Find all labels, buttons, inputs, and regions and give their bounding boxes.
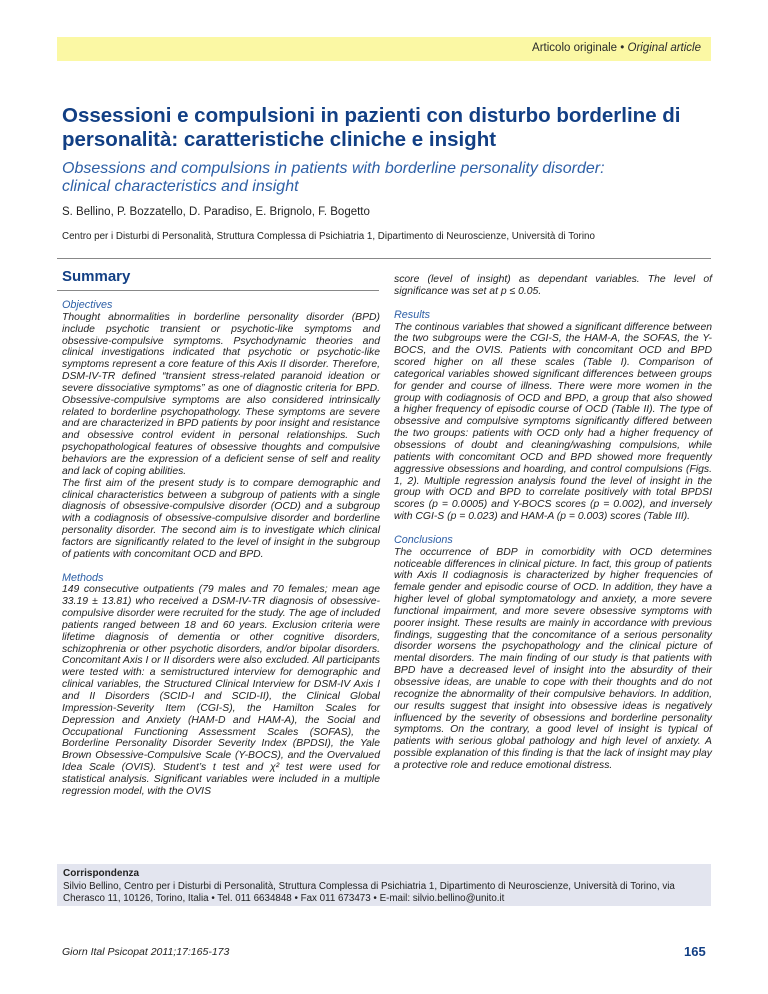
- affiliation: Centro per i Disturbi di Personalità, Struttura Complessa di Psichiatria 1, Dipartimento di Neuroscienze, Università di Torino: [62, 231, 595, 242]
- article-type-label: [532, 42, 701, 54]
- header-divider: [57, 258, 711, 259]
- results-heading: Results: [394, 308, 431, 321]
- correspondence-text: Silvio Bellino, Centro per i Disturbi di Personalità, Struttura Complessa di Psichiatria 1, Dipartimento di Neuroscienze, Università di Torino, via Cherasco 11, 10126, Torino, Italia • Tel. 011 6634848 • Fax 011 673473 • E-mail: silvio.bellino@unito.it: [63, 881, 675, 904]
- subtitle-line-1: Obsessions and compulsions in patients with borderline personality disorder:: [62, 160, 605, 177]
- methods-heading: Methods: [62, 571, 104, 584]
- article-title: Ossessioni e compulsioni in pazienti con disturbo borderline di personalità: caratteristiche cliniche e insight: [62, 104, 681, 151]
- correspondence-box: [57, 864, 711, 906]
- summary-divider: [57, 290, 379, 291]
- conclusions-heading: Conclusions: [394, 533, 453, 546]
- methods-continued: score (level of insight) as dependant variables. The level of significance was set at p ≤ 0.05.: [394, 274, 712, 297]
- results-text: The continous variables that showed a significant difference between the two subgroups were the CGI-S, the HAM-A, the SOFAS, the Y-BOCS, and the OVIS. Patients with concomitant OCD and BPD scored higher on all these scales (Table I). Comparison of categorical variables showed significant differences between groups for gender and course of illness. There were more women in the group with codiagnosis of OCD and BPD, a group that also showed a higher frequency of episodic course of OCD (Table II). The type of obsessive and compulsive symptoms significantly differed between the two groups: patients with OCD only had a higher frequency of obsessions of doubt and cleaning/washing compulsions, while patients with concomitant OCD and BPD showed more frequently aggressive obsessions and hoarding, and control compulsions (Figs. 1, 2). Multiple regression analysis found the level of insight in the group with OCD and BPD to correlate positively with total BPDSI scores (p = 0.0005) and Y-BOCS scores (p = 0.002), and inversely with CGI-S (p = 0.023) and HAM-A (p = 0.003) scores (Table III).: [394, 321, 712, 523]
- methods-text: 149 consecutive outpatients (79 males and 70 females; mean age 33.19 ± 13.81) who received a DSM-IV-TR diagnosis of obsessive-compulsive disorder were recruited for the study. The age of included patients ranged between 18 and 60 years. Exclusion criteria were lifetime diagnosis of dementia or other cognitive disorders, schizophrenia or other psychotic disorders, and/or bipolar disorders. Concomitant Axis I or II disorders were also excluded. All participants were tested with: a semistructured interview for demographic and clinical variables, the Structured Clinical Interview for DSM-IV Axis I and II Disorders (SCID-I and SCID-II), the Clinical Global Impression-Severity Item (CGI-S), the Hamilton Scales for Depression and Anxiety (HAM-D and HAM-A), the Social and Occupational Functioning Assessment Scales (SOFAS), the Borderline Personality Disorder Severity Index (BPDSI), the Yale Brown Obsessive-Compulsive Scale (Y-BOCS), and the Overvalued Idea Scale (OVIS). Student’s t test and χ² test were used for statistical analysis. Significant variables were included in a multiple regression model, with the OVIS: [62, 584, 380, 797]
- left-column: [62, 300, 380, 798]
- article-type-italian: Articolo originale: [532, 42, 618, 54]
- right-column: [394, 274, 712, 772]
- objectives-text-2: The first aim of the present study is to compare demographic and clinical characteristics between a subgroup of patients with a single diagnosis of obsessive-compulsive disorder (OCD) and a subgroup with a codiagnosis of obsessive-compulsive disorder and borderline personality disorder. The second aim is to investigate which clinical factors are significantly related to the level of insight in the subgroup of patients with concomitant OCD and BPD.: [62, 477, 380, 560]
- separator-bullet: •: [620, 42, 625, 54]
- subtitle-line-2: clinical characteristics and insight: [62, 178, 299, 195]
- article-type-bar: [57, 37, 711, 61]
- journal-citation: Giorn Ital Psicopat 2011;17:165-173: [62, 946, 230, 958]
- conclusions-text: The occurrence of BDP in comorbidity with OCD determines noticeable differences in clinical picture. In fact, this group of patients with Axis II codiagnosis is characterized by higher frequencies of female gender and episodic course of OCD. In addition, they have a higher level of global symptomatology and anxiety, a more severe functional impairment, and more severe obsessive symptoms with poorer insight. These results are mainly in accordance with previous findings, suggesting that the concomitance of a serious personality disorder worsens the psychopathology and the clinical picture of mental disorders. The main finding of our study is that patients with BPD have a decreased level of insight into the absurdity of their obsessive ideas, are unable to cope with their thoughts and do not recognize the abnormality of their compulsive behaviors. In addition, our results suggest that insight into obsessive ideas is negatively influenced by the severity of obsessions and borderline personality symptoms. On the contrary, a good level of insight is typical of patients with serious global pathology and high level of anxiety. A possible explanation of this finding is that the lack of insight may play a protective role and reduce emotional distress.: [394, 546, 712, 771]
- summary-heading: Summary: [62, 268, 131, 285]
- objectives-text: Thought abnormalities in borderline personality disorder (BPD) include psychotic transient or psychotic-like symptoms and obsessive-compulsive symptoms. Psychodynamic theories and clinical investigations indicated that psychotic or psychotic-like symptoms represent a core feature of this Axis II disorder. Therefore, DSM-IV-TR defined “transient stress-related paranoid ideation or severe dissociative symptoms” as one of diagnostic criteria for BPD. Obsessive-compulsive symptoms are also considered intrinsically related to borderline psychopathology. These symptoms are severe and are characterized in BPD patients by poor insight and resistance and obsessive control evident in personal relationships. Such psychopathological features of obsessive thoughts and compulsive behaviors are the expression of a deficient sense of self and reality and lack of coping abilities.: [62, 311, 380, 477]
- article-type-english: Original article: [627, 42, 701, 54]
- page-number: 165: [684, 944, 706, 959]
- article-subtitle: [62, 160, 682, 196]
- objectives-heading: Objectives: [62, 299, 113, 311]
- correspondence-heading: Corrispondenza: [63, 868, 140, 879]
- authors: S. Bellino, P. Bozzatello, D. Paradiso, E. Brignolo, F. Bogetto: [62, 206, 370, 218]
